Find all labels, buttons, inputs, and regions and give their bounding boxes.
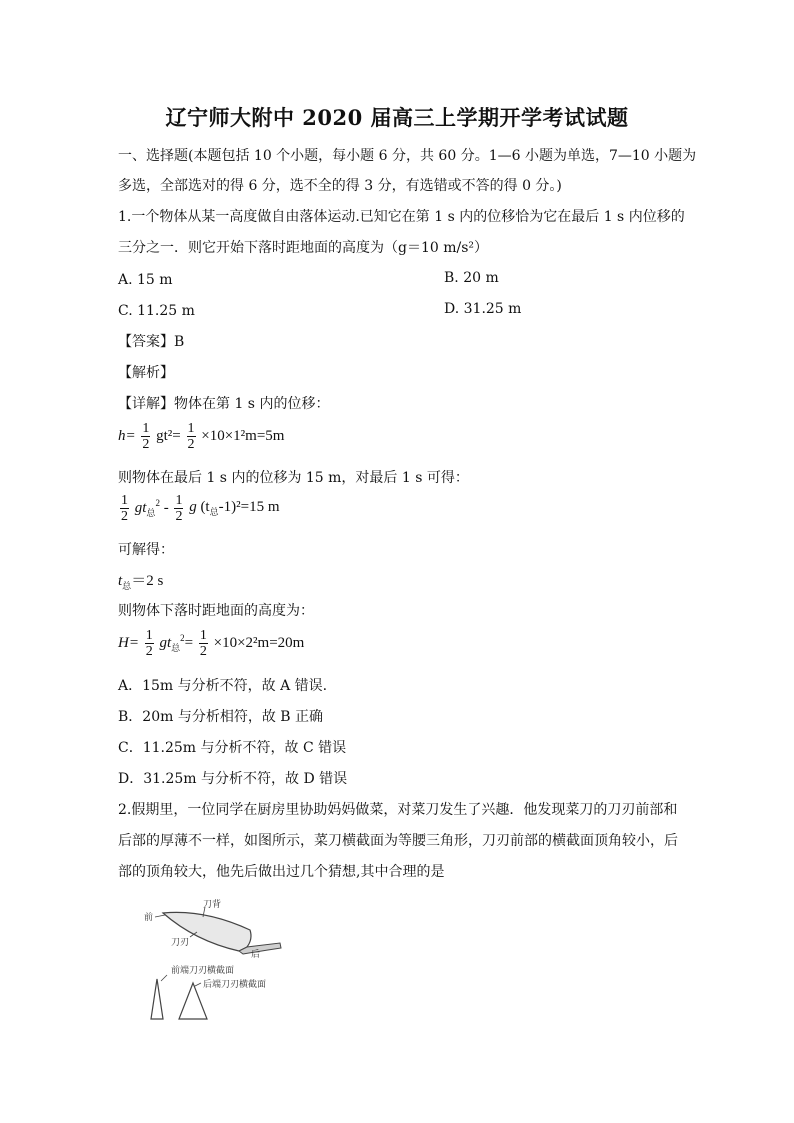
front-section-leader (161, 975, 167, 981)
eq1-mid: gt²= (156, 428, 181, 444)
q2-stem-line3: 部的顶角较大，他先后做出过几个猜想,其中合理的是 (118, 864, 445, 880)
label-rear-section: 后端刀刃横截面 (203, 980, 267, 990)
q1-stem-line1: 1.一个物体从某一高度做自由落体运动.已知它在第 1 s 内的位移恰为它在最后 1 s 内位移的 (118, 209, 685, 225)
fraction-half: $\frac{1}{2}$ (121, 493, 128, 524)
knife-figure (135, 895, 295, 1025)
q1-option-a: A. 15 m (118, 272, 173, 288)
label-back-blade: 刀背 (203, 900, 222, 910)
front-cross-section-triangle (151, 979, 163, 1019)
eq1-lhs: h= (118, 428, 136, 444)
equation-3: $t_总=2$ s (118, 573, 164, 591)
q1-text-solve: 可解得： (118, 542, 174, 558)
fraction-half: $\frac{1}{2}$ (175, 493, 183, 524)
q1-option-b: B. 20 m (444, 270, 499, 286)
page-title: 辽宁师大附中 2020 届高三上学期开学考试试题 (165, 105, 629, 130)
q2-stem-line2: 后部的厚薄不一样，如图所示，菜刀横截面为等腰三角形，刀刃前部的横截面顶角较小，后 (118, 833, 678, 849)
label-edge: 刀刃 (171, 938, 190, 948)
q1-answer: 【答案】B (118, 334, 185, 350)
eq1-rhs: ×10×1²m=5m (201, 428, 285, 444)
q1-check-b: B．20m 与分析相符，故 B 正确 (118, 709, 324, 725)
q1-check-d: D．31.25m 与分析不符，故 D 错误 (118, 771, 348, 787)
label-rear: 后 (251, 950, 261, 960)
equation-4: H= $\frac{1}{2}$ $gt_总^2=$ $\frac{1}{2}$ ×10×2²m=20m (118, 628, 305, 659)
q1-check-a: A．15m 与分析不符，故 A 错误. (118, 678, 328, 694)
q1-text-height: 则物体下落时距地面的高度为： (118, 603, 314, 619)
q1-option-d: D. 31.25 m (444, 301, 522, 317)
fraction-half: $\frac{1}{2}$ (145, 628, 153, 659)
label-front-section: 前端刀刃横截面 (171, 966, 235, 976)
equation-1 (118, 421, 284, 452)
front-leader (155, 915, 165, 917)
q1-check-c: C．11.25m 与分析不符，故 C 错误 (118, 740, 347, 756)
section-instructions-line2: 多选，全部选对的得 6 分，选不全的得 3 分，有选错或不答的得 0 分。) (118, 178, 562, 194)
fraction-half: $\frac{1}{2}$ (199, 628, 207, 659)
equation-2: $\frac{1}{2}$ $gt_总^2$ - $\frac{1}{2}$ g $(t_总-1)^2=15$ m (121, 493, 280, 524)
q1-text-last-second: 则物体在最后 1 s 内的位移为 15 m，对最后 1 s 可得： (118, 470, 469, 486)
q2-stem-line1: 2.假期里，一位同学在厨房里协助妈妈做菜，对菜刀发生了兴趣．他发现菜刀的刀刃前部和 (118, 802, 678, 818)
label-front: 前 (144, 913, 154, 923)
q1-stem-line2: 三分之一．则它开始下落时距地面的高度为（g＝10 m/s²） (118, 240, 489, 256)
q1-detail-intro: 【详解】物体在第 1 s 内的位移： (118, 396, 330, 412)
q1-analysis-heading: 【解析】 (118, 365, 174, 381)
fraction-half: $\frac{1}{2}$ (142, 421, 150, 452)
section-instructions-line1: 一、选择题(本题包括 10 个小题，每小题 6 分，共 60 分。1—6 小题为单选，7—10 小题为 (118, 148, 697, 164)
fraction-half: $\frac{1}{2}$ (187, 421, 195, 452)
q1-option-c: C. 11.25 m (118, 303, 195, 319)
